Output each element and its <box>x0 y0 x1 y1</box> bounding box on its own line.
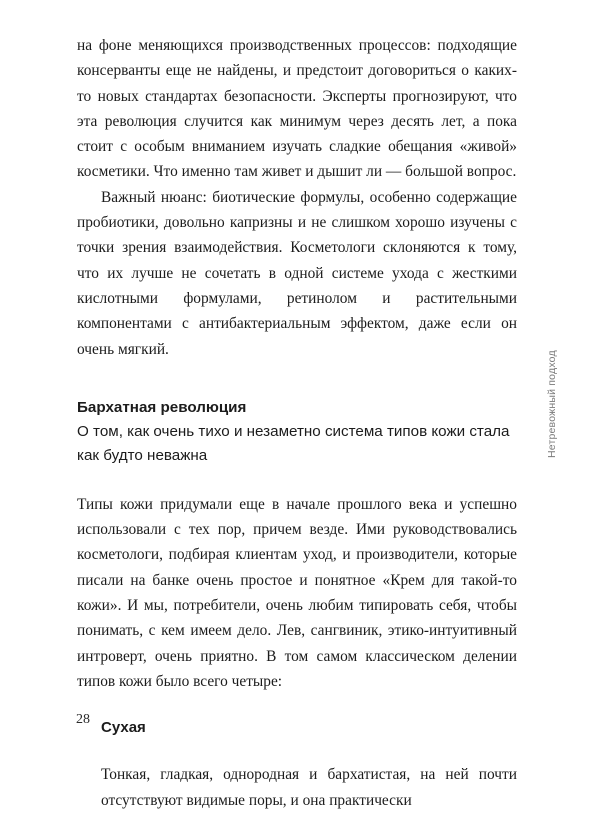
section-paragraph-1: Типы кожи придумали еще в начале прошлого века и успешно использовали с тех пор, причем везде. Ими руководствовались косметологи, подбирая клиентам уход, и производители, которые писали на банке очень простое и понятное «Крем для такой-то кожи». И мы, потребители, очень любим типировать себя, чтобы понимать, с кем имеем дело. Лев, сангвиник, этико-интуитивный интроверт, очень приятно. В том самом классическом делении типов кожи было всего четыре: <box>77 495 517 690</box>
text-column <box>77 33 517 813</box>
page-number: 28 <box>76 712 90 727</box>
skin-type-subheading: Сухая <box>101 719 146 737</box>
body-paragraph-1: на фоне меняющихся производственных процессов: подходящие консерванты еще не найдены, и предстоит договориться о каких-то новых стандартах безопасности. Эксперты прогнозируют, что эта революция случится как минимум через десять лет, а пока стоит с особым вниманием изучать сладкие обещания «живой» косметики. Что именно там живет и дышит ли — большой вопрос. <box>77 37 517 181</box>
skin-type-description: Тонкая, гладкая, однородная и бархатистая, на ней почти отсутствуют видимые поры, и она практически <box>101 766 517 809</box>
running-title: Нетревожный подход <box>546 350 558 458</box>
body-paragraph-2: Важный нюанс: биотические формулы, особенно содержащие пробиотики, довольно капризны и не слишком хорошо изучены с точки зрения взаимодействия. Косметологи склоняются к тому, что их лучше не сочетать в одной системе ухода с жесткими кислотными формулами, ретинолом и растительными компонентами с антибактериальным эффектом, даже если он очень мягкий. <box>77 188 517 358</box>
section-subtitle: О том, как очень тихо и незаметно система типов кожи стала как будто неважна <box>77 422 510 464</box>
section-title: Бархатная революция <box>77 398 247 416</box>
skin-type-block <box>77 762 517 813</box>
